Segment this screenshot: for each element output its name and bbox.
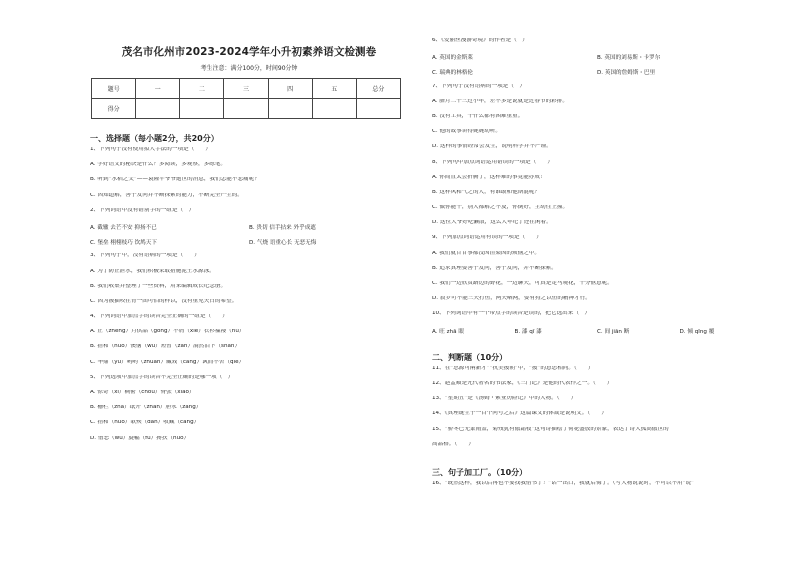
answer-option: A. 惊奇（xì）稠密（chóu）臀张（xiāo） [90,390,195,395]
score-cell: 二 [180,79,224,99]
page-title: 茂名市化州市2023-2024学年小升初素养语文检测卷 [121,46,377,58]
question-text: 13、“星期五”是《汤姆・索亚历险记》中的人物。（ ） [432,396,577,402]
question-text: 2、下列词语中没有错别字的一组是（ ） [90,207,195,213]
answer-options-row [432,327,762,342]
answer-option: A. 英国的金斯莱 [432,55,473,62]
question-text: 16、“既然这样，我以后再也不要找我借书了！”话一出口，我就后悔了。（写人物说说时，不可以不用“说” [432,480,695,486]
answer-option: A. 为了防止泄水，我们积极采取措施泥土水源泳。 [90,268,215,274]
answer-options-row [432,53,762,68]
answer-option: C. 因为被猫咬在青一团可怕的样以，没有重见天日的希望。 [90,298,238,304]
score-input-cell[interactable] [180,99,224,119]
answer-option: A. 我们就甘甘事都没因渲染因的烦恼之中。 [432,250,540,256]
answer-option: A. 你简直太会折腾了，这样难的事竟能办成！ [432,174,546,180]
answer-option: B. 追求真理要善于发问，善于发问，并不断探索。 [432,265,557,271]
exam-notice: 考生注意：满分100分，时间90分钟 [200,65,298,72]
answer-option: D. 这位大爷好吃懒散，这么大年纪了还在闲着。 [432,220,552,226]
score-cell: 三 [224,79,268,99]
answer-option: A. 旺 zhā 眼 [432,328,464,335]
answer-option: B. 我们收集并整理了一些资料，用来编辑成长纪念册。 [90,283,227,289]
score-cell: 题号 [92,79,136,99]
answer-option: D. 菽罗可不能三天打鱼，两天晒网，要有持之以恒的精神才行。 [432,296,591,302]
question-text: 8、下列句中加点词语运用错误的一项是（ ） [432,159,554,165]
section-heading-judge: 二、判断题（10分） [432,352,508,362]
answer-option: C. 做你能干，别人都解之不及，你倒好，主动往上撞。 [432,205,569,211]
question-text: 12、赵孟頫是元代著名的书法家，《三门记》是他的代表作之一。（ ） [432,380,613,386]
answer-option: D. 憎恶（wù）旋幅（fú）搀扶（huo） [90,435,190,441]
answer-option: C. 间 jiān 断 [597,328,630,335]
answer-option: B. 栅栏（zhà）纸开（zhàn）胆永（zàng） [90,405,202,411]
question-text: 5、下列选项中加点字的读音不完全正确的是哪一项（ ） [90,374,234,380]
score-cell: 一 [136,79,180,99]
answer-options-row [432,68,762,83]
question-text: 7、下列句子没有语病的一项是（ ） [432,83,526,89]
score-cell: 四 [268,79,312,99]
answer-option: D. 英国的詹姆斯・巴里 [597,70,656,77]
answer-option: A. 正（zhēng）月供品（gōng）不屑（xiè）衣衫褴褛（nǚ） [90,329,245,335]
question-text: 4、下列词语中加点字的读音完全正确的一组是（ ） [90,314,228,320]
answer-option: B. 这样风和气之的人，有谁敢和他斯混呢？ [432,189,541,195]
answer-option: A. 学好语文的秘诀是什么？多阅读，多观察，多练笔。 [90,162,226,168]
score-cell: 五 [312,79,356,99]
answer-option: C. 堡垒 栩栩枝巧 饮鸠天下 [90,240,157,247]
answer-option: B. 听到“水稻之父”——袁隆平爷爷逝世的消息，我们怎能不悲痛呢？ [90,177,260,183]
score-input-cell[interactable] [312,99,356,119]
question-text: 10、下列词语中有一个带点字的读音是误的，把它选出来（ ） [432,311,591,317]
right-column [432,38,762,496]
answer-option: C. 华鼎（yǔ）哟哟（zhuàn）藏戏（càng）讽而不舍（qiè） [90,359,245,365]
answer-option: A. 截辙 去芒不安 抑扬不已 [90,224,157,231]
score-table [91,78,401,119]
answer-option: C. 他的故事讲得娓娓动听。 [432,129,501,135]
answer-option: B. 措和（huo）懊恼（wù）短暂（zàn）淌然泪下（shān） [90,344,241,350]
score-cell: 总分 [356,79,400,99]
answer-option: B. 没有工具，干什么都有困难重重。 [432,113,524,119]
question-text: 3、下列句子中，没有语病的一项是（ ） [90,253,200,259]
answer-option: A. 腊月二十三过小年，差不多是说就是过春节的彩排。 [432,98,568,104]
answer-option: C. 措和（huo）歌殃（dān）收藏（cáng） [90,420,200,426]
score-input-cell[interactable] [356,99,400,119]
section-heading-sentence: 三、句子加工厂。（10分） [432,467,528,477]
answer-option: D. 倾 qīng 覆 [679,328,715,335]
question-text: 15、“骄冬已无蒙雨盖，菊残犹有傲霜枝”这句诗描绘了荷花盛放的景象，表达了诗人孤高傲世的 [432,426,669,432]
question-text-continued: 高品格。（ ） [432,441,474,447]
answer-option: B. 英国的刘易斯・卡罗尔 [597,55,661,62]
question-text: 9、下列加点词语运用有误的一项是（ ） [432,235,542,241]
answer-option: C. 瑞典的林格伦 [432,70,474,77]
answer-option: C. 因知道解，善于发问并不断探索的能力，不断完全产生的。 [90,192,243,198]
left-column [90,38,408,451]
answer-option: D. 这样的事情经常会发生，说明科学并不严谨。 [432,144,552,150]
answer-option: B. 漆 qī 漆 [514,328,542,335]
score-input-cell[interactable] [268,99,312,119]
score-table-score-row [92,99,401,119]
section-heading-choice: 一、选择题（每小题2分，共20分） [90,134,219,143]
answer-option: D. 气烧 语重心长 无恶无悔 [249,240,317,247]
question-text: 1、下列句子没有使用拟人手法的一项是（ ） [90,147,212,152]
score-table-header-row [92,79,401,99]
score-input-cell[interactable] [136,99,180,119]
score-input-cell[interactable] [224,99,268,119]
answer-options-row [90,238,408,253]
question-text: 6、《爱丽丝漫游奇境》的作者是（ ） [432,38,528,43]
question-text: 14、《真理诞生于一百个问号之后》这篇课文的体裁是说明文。（ ） [432,411,607,417]
answer-option: C. 我们一边欣赏路边的野花，一边聊天，可真是走马观花，十分惬意呢。 [432,281,613,286]
score-cell: 得分 [92,99,136,119]
question-text: 11、在“思源可兩新才”“抗美援朝”中，“援”的意思相同。（ ） [432,365,594,371]
answer-options-row [90,223,408,238]
answer-option: B. 贵切 信手拈来 外乎成遮 [249,224,316,231]
